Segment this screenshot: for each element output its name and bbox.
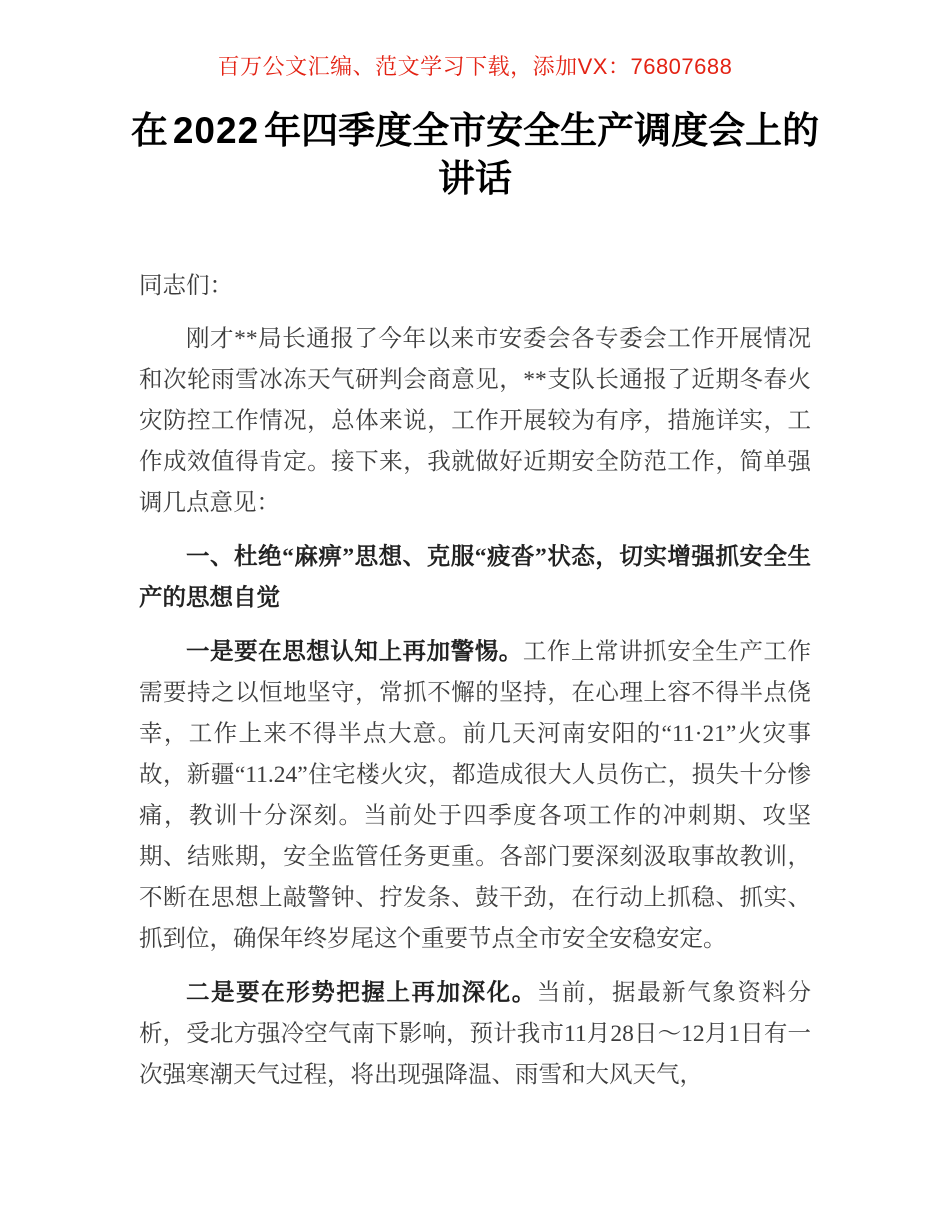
paragraph-text: 刚才**局长通报了今年以来市安委会各专委会工作开展情况和次轮雨雪冰冻天气研判会商意见，**支队长通报了近期冬春火灾防控工作情况，总体来说，工作开展较为有序，措施详实，工作成效值得肯定。接下来，我就做好近期安全防范工作，简单强调几点意见： [139, 326, 811, 516]
paragraph-opening [139, 319, 811, 524]
paragraph-text: 当前，据最新气象资料分析，受北方强冷空气南下影响，预计我市11月28日～12月1日有一次强寒潮天气过程，将出现强降温、雨雪和大风天气， [139, 980, 811, 1088]
title-suffix: 年四季度全市安全生产调度会上的讲话 [264, 111, 820, 200]
paragraph-lead: 二是要在形势把握上再加深化。 [186, 980, 537, 1006]
title-prefix: 在 [130, 111, 168, 152]
title-year: 2022 [172, 110, 260, 151]
salutation: 同志们： [139, 273, 233, 299]
promo-banner-text: 百万公文汇编、范文学习下载，添加VX：76807688 [217, 54, 733, 79]
document-body [139, 266, 811, 1096]
paragraph-point-2 [139, 973, 811, 1096]
promo-banner [0, 0, 950, 81]
section-heading-1-text: 一、杜绝“麻痹”思想、克服“疲沓”状态，切实增强抓安全生产的思想自觉 [139, 544, 811, 611]
paragraph-point-1 [139, 632, 811, 960]
section-heading-1 [139, 537, 811, 619]
paragraph-lead: 一是要在思想认知上再加警惕。 [186, 639, 523, 665]
document-title [120, 107, 830, 204]
paragraph-text: 工作上常讲抓安全生产工作需要持之以恒地坚守，常抓不懈的坚持，在心理上容不得半点侥幸，工作上来不得半点大意。前几天河南安阳的“11·21”火灾事故，新疆“11.24”住宅楼火灾，都造成很大人员伤亡，损失十分惨痛，教训十分深刻。当前处于四季度各项工作的冲刺期、攻坚期、结账期，安全监管任务更重。各部门要深刻汲取事故教训，不断在思想上敲警钟、拧发条、鼓干劲，在行动上抓稳、抓实、抓到位，确保年终岁尾这个重要节点全市安全安稳安定。 [139, 639, 812, 952]
